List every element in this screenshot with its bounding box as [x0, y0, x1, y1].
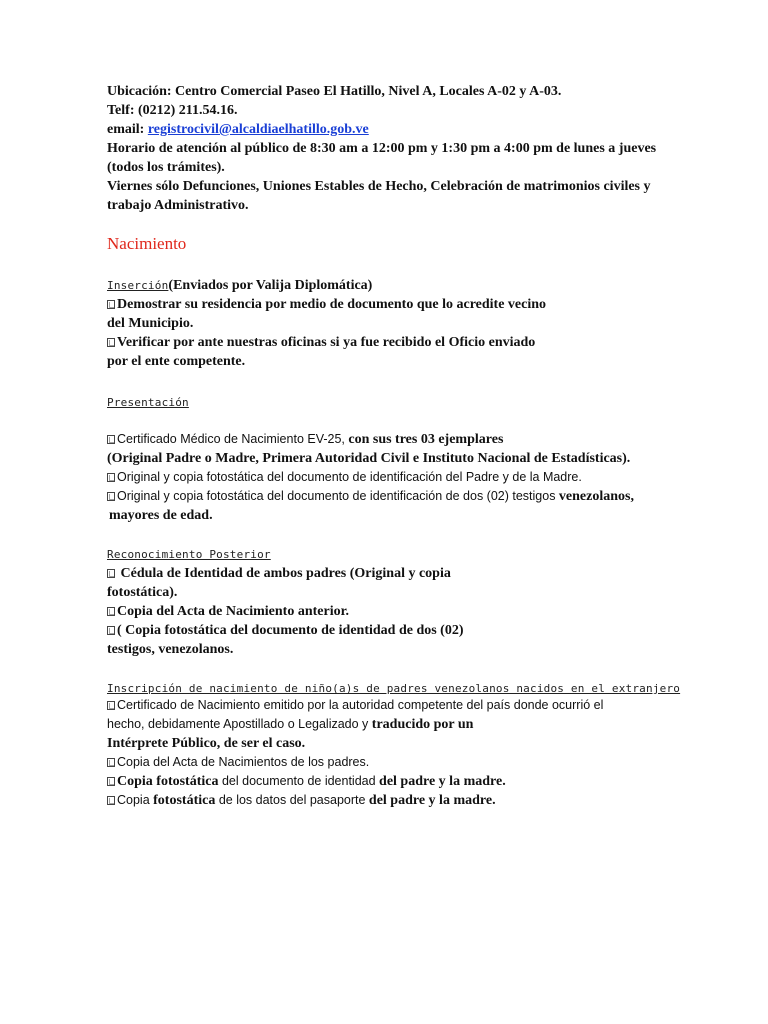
presentacion-item-1: [107, 430, 503, 449]
inscripcion-item-2-text: Copia del Acta de Nacimientos de los padres.: [117, 755, 370, 769]
presentacion-item-3-bold: venezolanos,: [558, 489, 634, 504]
bullet-icon: [107, 796, 115, 805]
inscripcion-item-4: [107, 791, 496, 810]
inscripcion-item-1-cont-text: hecho, debidamente Apostillado o Legalizado y: [107, 717, 372, 731]
reconocimiento-heading: [107, 545, 271, 564]
inscripcion-item-2: [107, 753, 369, 772]
insercion-item-2-cont: por el ente competente.: [107, 354, 246, 369]
friday-line-1: Viernes sólo Defunciones, Uniones Estables de Hecho, Celebración de matrimonios civiles y: [107, 179, 651, 194]
email-line: [107, 120, 369, 139]
hours-line-2: (todos los trámites).: [107, 160, 225, 175]
presentacion-heading-label: Presentación: [107, 396, 189, 409]
presentacion-item-2-text: Original y copia fotostática del documento de identificación del Padre y de la Madre.: [117, 470, 582, 484]
inscripcion-item-3-text: del documento de identidad: [218, 774, 380, 788]
reconocimiento-item-2: [107, 602, 349, 621]
presentacion-item-1-text: Certificado Médico de Nacimiento EV-25,: [117, 432, 349, 446]
presentacion-item-1-bold: con sus tres 03 ejemplares: [348, 432, 504, 447]
inscripcion-item-3: [107, 772, 506, 791]
bullet-icon: [107, 569, 115, 578]
inscripcion-item-3-bold: Copia fotostática: [117, 774, 219, 789]
location-line: Ubicación: Centro Comercial Paseo El Hatillo, Nivel A, Locales A-02 y A-03.: [107, 84, 562, 99]
inscripcion-item-1-cont: [107, 715, 473, 734]
reconocimiento-item-3-cont: testigos, venezolanos.: [107, 642, 234, 657]
bullet-icon: [107, 777, 115, 786]
presentacion-item-3-cont: mayores de edad.: [109, 508, 213, 523]
phone-line: Telf: (0212) 211.54.16.: [107, 103, 238, 118]
insercion-item-2-text: Verificar por ante nuestras oficinas si ya fue recibido el Oficio enviado: [117, 335, 536, 350]
inscripcion-item-1-cont-2: Intérprete Público, de ser el caso.: [107, 736, 306, 751]
inscripcion-item-1-text: Certificado de Nacimiento emitido por la autoridad competente del país donde ocurrió el: [117, 698, 604, 712]
email-label: email:: [107, 122, 148, 137]
bullet-icon: [107, 435, 115, 444]
reconocimiento-item-3: [107, 621, 464, 640]
insercion-item-2: [107, 333, 535, 352]
inscripcion-item-4-bold: fotostática: [153, 793, 216, 808]
bullet-icon: [107, 758, 115, 767]
inscripcion-item-4-text-2: de los datos del pasaporte: [215, 793, 369, 807]
reconocimiento-item-1: [107, 564, 451, 583]
bullet-icon: [107, 626, 115, 635]
reconocimiento-item-1-text: Cédula de Identidad de ambos padres (Original y copia: [117, 566, 451, 581]
reconocimiento-heading-label: Reconocimiento Posterior: [107, 548, 271, 561]
section-title-nacimiento: Nacimiento: [107, 234, 187, 253]
presentacion-heading: [107, 393, 189, 412]
inscripcion-item-4-bold-2: del padre y la madre.: [368, 793, 496, 808]
insercion-item-1-text: Demostrar su residencia por medio de documento que lo acredite vecino: [117, 297, 547, 312]
presentacion-item-3-text: Original y copia fotostática del documento de identificación de dos (02) testigos: [117, 489, 559, 503]
inscripcion-item-4-text: Copia: [117, 793, 154, 807]
presentacion-item-3: [107, 487, 634, 506]
bullet-icon: [107, 338, 115, 347]
insercion-heading-label: Inserción: [107, 279, 169, 292]
reconocimiento-item-1-cont: fotostática).: [107, 585, 178, 600]
inscripcion-heading-label: Inscripción de nacimiento de niño(a)s de padres venezolanos nacidos en el extranjero: [107, 682, 681, 695]
insercion-item-1: [107, 295, 546, 314]
bullet-icon: [107, 607, 115, 616]
reconocimiento-item-3-text: ( Copia fotostática del documento de identidad de dos (02): [117, 623, 464, 638]
email-link[interactable]: registrocivil@alcaldiaelhatillo.gob.ve: [147, 122, 369, 137]
reconocimiento-item-2-text: Copia del Acta de Nacimiento anterior.: [117, 604, 350, 619]
insercion-heading: [107, 276, 372, 295]
inscripcion-item-3-bold-2: del padre y la madre.: [379, 774, 506, 789]
insercion-item-1-cont: del Municipio.: [107, 316, 194, 331]
hours-line-1: Horario de atención al público de 8:30 am a 12:00 pm y 1:30 pm a 4:00 pm de lunes a jueves: [107, 141, 657, 156]
bullet-icon: [107, 300, 115, 309]
presentacion-item-2: [107, 468, 582, 487]
bullet-icon: [107, 701, 115, 710]
bullet-icon: [107, 473, 115, 482]
friday-line-2: trabajo Administrativo.: [107, 198, 249, 213]
inscripcion-item-1-cont-bold: traducido por un: [371, 717, 474, 732]
inscripcion-item-1: [107, 696, 603, 715]
insercion-heading-rest: (Enviados por Valija Diplomática): [168, 278, 373, 293]
presentacion-item-1-cont: (Original Padre o Madre, Primera Autoridad Civil e Instituto Nacional de Estadísticas).: [107, 451, 631, 466]
bullet-icon: [107, 492, 115, 501]
